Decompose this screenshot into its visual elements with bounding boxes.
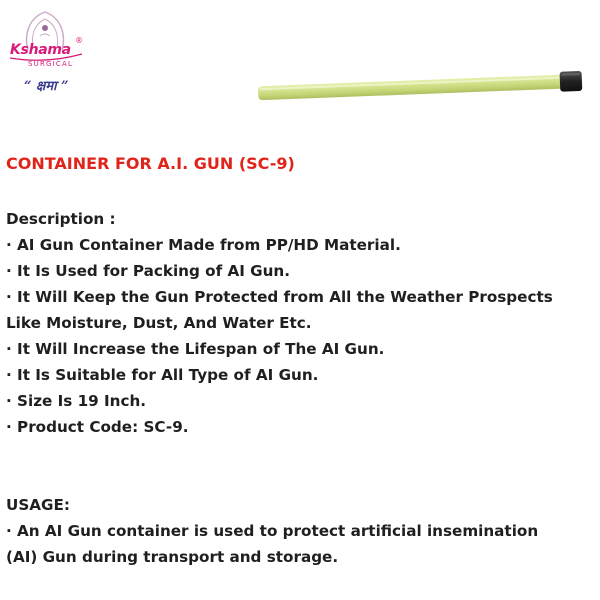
- brand-name: Kshama: [10, 42, 71, 58]
- usage-heading: USAGE:: [6, 496, 70, 514]
- usage-line: (AI) Gun during transport and storage.: [6, 548, 339, 566]
- usage-section: [6, 492, 596, 570]
- description-line: · It Is Suitable for All Type of AI Gun.: [6, 366, 319, 384]
- description-line: · It Will Increase the Lifespan of The AI Gun.: [6, 340, 385, 358]
- usage-line: · An AI Gun container is used to protect artificial insemination: [6, 522, 539, 540]
- brand-tagline: SURGICAL: [28, 60, 74, 68]
- description-line: · Product Code: SC-9.: [6, 418, 189, 436]
- description-line: · AI Gun Container Made from PP/HD Material.: [6, 236, 401, 254]
- description-heading: Description :: [6, 210, 116, 228]
- description-line: · It Is Used for Packing of AI Gun.: [6, 262, 291, 280]
- registered-mark: ®: [75, 36, 83, 45]
- brand-logo: [6, 6, 84, 96]
- ai-gun-container-tube-icon: [254, 66, 590, 106]
- description-line: · It Will Keep the Gun Protected from All the Weather Prospects: [6, 288, 553, 306]
- description-section: [6, 206, 596, 440]
- brand-hindi-name: “ क्षमा ”: [24, 79, 69, 94]
- product-title: CONTAINER FOR A.I. GUN (SC-9): [6, 154, 295, 173]
- description-line: Like Moisture, Dust, And Water Etc.: [6, 314, 312, 332]
- product-image: [254, 66, 590, 106]
- description-line: · Size Is 19 Inch.: [6, 392, 147, 410]
